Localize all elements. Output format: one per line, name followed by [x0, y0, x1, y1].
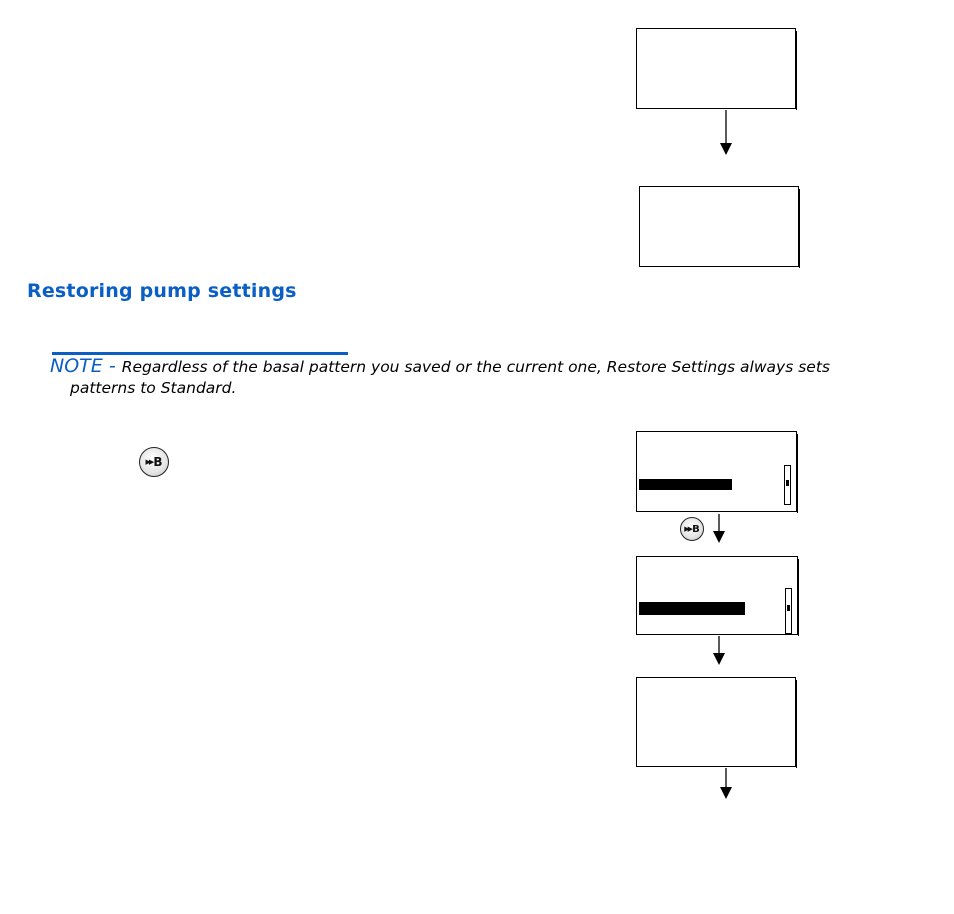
- scroll-bar: [784, 465, 791, 505]
- act-button-icon-small: ▶▶ B: [680, 517, 704, 541]
- flow-arrow-3: [711, 636, 727, 666]
- section-heading: Restoring pump settings: [27, 280, 297, 302]
- pump-screen-3: [636, 431, 797, 512]
- pump-screen-5: [636, 677, 796, 767]
- menu-highlight-bar: [639, 602, 745, 615]
- scroll-thumb: [787, 605, 790, 611]
- menu-highlight-bar: [639, 479, 732, 490]
- pump-screen-2: [639, 186, 799, 267]
- scroll-bar: [785, 588, 792, 634]
- note-lead: NOTE -: [50, 355, 122, 377]
- flow-arrow-4: [718, 768, 734, 800]
- note-block: [50, 356, 910, 399]
- note-line-2: patterns to Standard.: [70, 379, 237, 397]
- pump-screen-1: [636, 28, 796, 109]
- act-button-icon: ▶▶ B: [139, 447, 169, 477]
- note-line-1: Regardless of the basal pattern you saved or the current one, Restore Settings always sets: [121, 358, 830, 376]
- scroll-thumb: [786, 480, 789, 486]
- flow-arrow-1: [718, 110, 734, 156]
- pump-screen-4: [636, 556, 798, 635]
- flow-arrow-2: [711, 514, 727, 544]
